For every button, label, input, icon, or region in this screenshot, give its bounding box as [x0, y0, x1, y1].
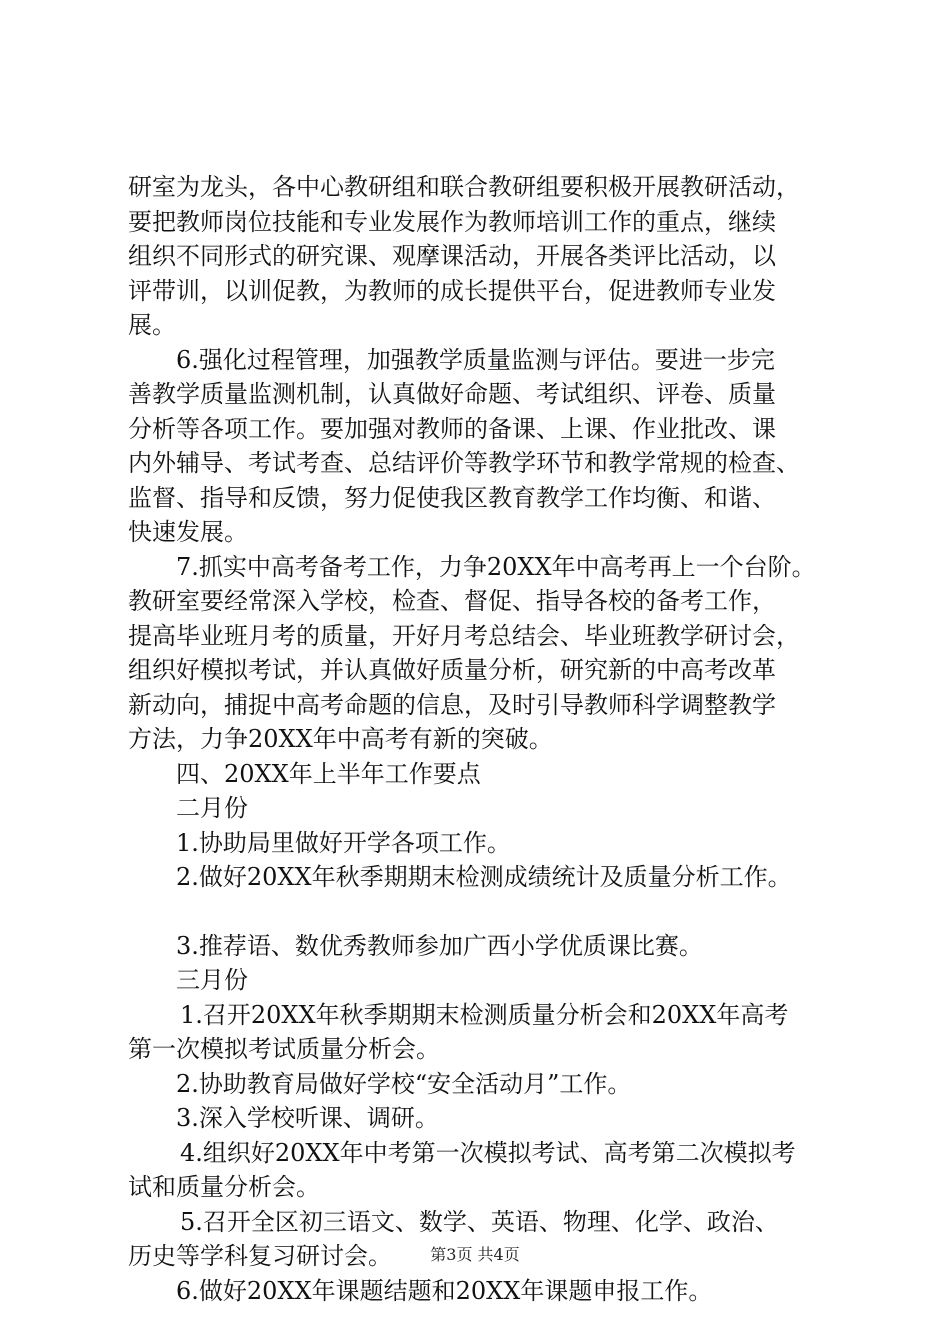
text-line: 第一次模拟考试质量分析会。 [128, 1035, 440, 1063]
text-line: 历史等学科复习研讨会。 [128, 1242, 392, 1270]
text-line: 方法，力争20XX年中高考有新的突破。 [128, 725, 553, 753]
text-line: 1.召开20XX年秋季期期末检测质量分析会和20XX年高考 [180, 1000, 789, 1029]
text-line: 2.做好20XX年秋季期期末检测成绩统计及质量分析工作。 [176, 863, 792, 891]
blank-line [128, 895, 838, 929]
text-line: 快速发展。 [128, 518, 248, 546]
text-line: 5.召开全区初三语文、数学、英语、物理、化学、政治、 [180, 1207, 779, 1236]
text-line: 新动向，捕捉中高考命题的信息，及时引导教师科学调整教学 [128, 690, 776, 719]
text-line: 三月份 [176, 966, 248, 994]
text-line: 四、20XX年上半年工作要点 [176, 759, 481, 788]
text-line: 研室为龙头，各中心教研组和联合教研组要积极开展教研活动， [128, 173, 800, 201]
text-line: 评带训，以训促教，为教师的成长提供平台，促进教师专业发 [128, 276, 776, 305]
text-line: 分析等各项工作。要加强对教师的备课、上课、作业批改、课 [128, 414, 776, 443]
text-line: 要把教师岗位技能和专业发展作为教师培训工作的重点，继续 [128, 207, 776, 236]
text-line: 内外辅导、考试考查、总结评价等教学环节和教学常规的检查、 [128, 449, 800, 477]
text-line: 组织不同形式的研究课、观摩课活动，开展各类评比活动，以 [128, 242, 776, 270]
text-line: 组织好模拟考试，并认真做好质量分析，研究新的中高考改革 [128, 656, 776, 684]
text-line: 4.组织好20XX年中考第一次模拟考试、高考第二次模拟考 [180, 1138, 796, 1167]
text-line: 展。 [128, 311, 176, 339]
text-line: 教研室要经常深入学校，检查、督促、指导各校的备考工作， [128, 587, 776, 615]
text-line: 6.做好20XX年课题结题和20XX年课题申报工作。 [176, 1276, 713, 1305]
text-line: 监督、指导和反馈，努力促使我区教育教学工作均衡、和谐、 [128, 483, 776, 512]
text-line: 7.抓实中高考备考工作，力争20XX年中高考再上一个台阶。 [176, 552, 816, 581]
document-body [128, 170, 838, 1308]
page-footer: 第3页 共4页 [430, 1245, 520, 1264]
text-line: 3.推荐语、数优秀教师参加广西小学优质课比赛。 [176, 931, 703, 960]
text-line: 提高毕业班月考的质量，开好月考总结会、毕业班教学研讨会， [128, 621, 800, 650]
text-line: 2.协助教育局做好学校“安全活动月”工作。 [176, 1069, 632, 1098]
text-line: 1.协助局里做好开学各项工作。 [176, 828, 511, 857]
text-line: 6.强化过程管理，加强教学质量监测与评估。要进一步完 [176, 345, 775, 374]
text-line: 3.深入学校听课、调研。 [176, 1104, 439, 1132]
text-line: 善教学质量监测机制，认真做好命题、考试组织、评卷、质量 [128, 380, 776, 408]
text-line: 二月份 [176, 794, 248, 822]
text-line: 试和质量分析会。 [128, 1173, 320, 1201]
